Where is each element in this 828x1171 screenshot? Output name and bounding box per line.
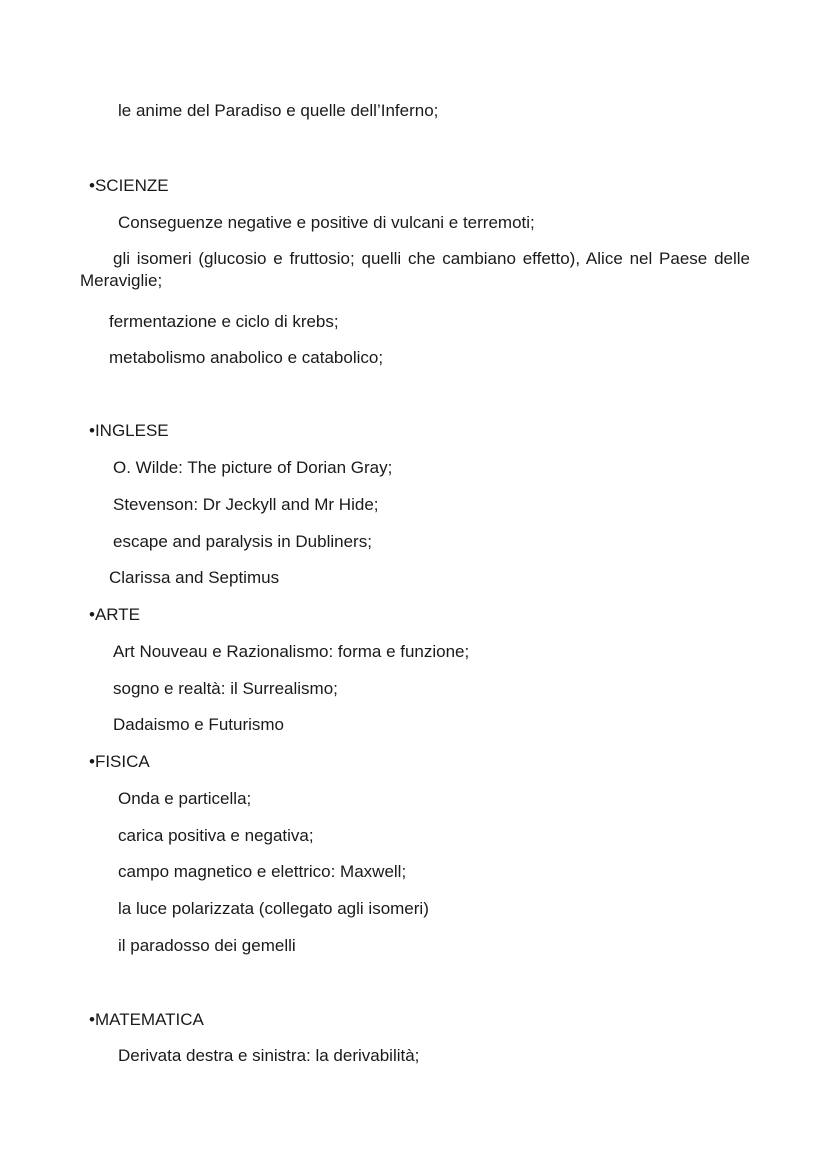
list-item: metabolismo anabolico e catabolico; xyxy=(109,348,384,367)
list-item: Dadaismo e Futurismo xyxy=(113,715,285,734)
list-item: Art Nouveau e Razionalismo: forma e funzione; xyxy=(113,642,470,661)
list-item: campo magnetico e elettrico: Maxwell; xyxy=(118,862,407,881)
list-item: Onda e particella; xyxy=(118,789,252,808)
list-item: O. Wilde: The picture of Dorian Gray; xyxy=(113,458,393,477)
list-item: gli isomeri (glucosio e fruttosio; quelli che cambiano effetto), Alice nel Paese delle Meraviglie; xyxy=(80,249,750,290)
list-item: Conseguenze negative e positive di vulcani e terremoti; xyxy=(118,213,535,232)
list-item: il paradosso dei gemelli xyxy=(118,936,296,955)
heading-fisica: •FISICA xyxy=(89,752,150,771)
list-item: escape and paralysis in Dubliners; xyxy=(113,532,372,551)
list-item: Clarissa and Septimus xyxy=(109,568,280,587)
heading-inglese: •INGLESE xyxy=(89,421,169,440)
heading-matematica: •MATEMATICA xyxy=(89,1010,204,1029)
list-item: la luce polarizzata (collegato agli isomeri) xyxy=(118,899,429,918)
heading-scienze: •SCIENZE xyxy=(89,176,169,195)
list-item: carica positiva e negativa; xyxy=(118,826,314,845)
list-item: Stevenson: Dr Jeckyll and Mr Hide; xyxy=(113,495,379,514)
list-item: Derivata destra e sinistra: la derivabilità; xyxy=(118,1046,420,1065)
preface-line: le anime del Paradiso e quelle dell’Inferno; xyxy=(118,101,439,120)
list-item: sogno e realtà: il Surrealismo; xyxy=(113,679,338,698)
list-item: fermentazione e ciclo di krebs; xyxy=(109,312,339,331)
heading-arte: •ARTE xyxy=(89,605,140,624)
